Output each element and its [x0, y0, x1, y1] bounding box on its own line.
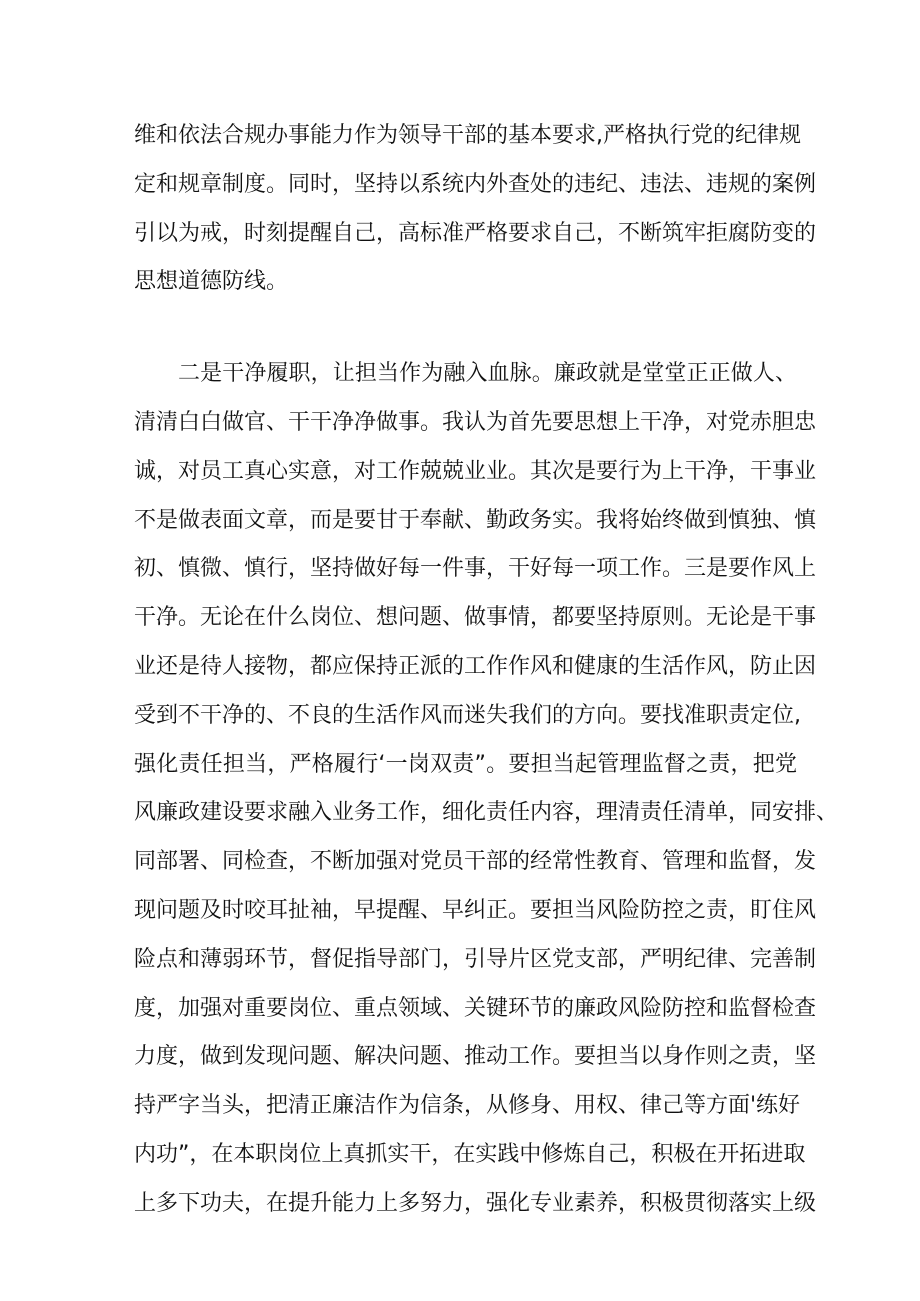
text-line: 初、慎微、慎行，坚持做好每一件事，干好每一项工作。三是要作风上 [134, 556, 817, 582]
text-line: 干净。无论在什么岗位、想问题、做事情，都要坚持原则。无论是干事 [134, 605, 817, 631]
paragraph-1 [134, 112, 817, 307]
text-line: 诚，对员工真心实意，对工作兢兢业业。其次是要行为上干净，干事业 [134, 458, 817, 484]
text-line: 上多下功夫，在提升能力上多努力，强化专业素养，积极贯彻落实上级 [134, 1190, 817, 1216]
text-line: 内功”，在本职岗位上真抓实干，在实践中修炼自己，积极在开拓进取 [134, 1141, 806, 1167]
paragraph-2 [134, 350, 839, 1228]
text-line: 风廉政建设要求融入业务工作，细化责任内容，理清责任清单，同安排、 [134, 800, 839, 826]
text-line: 力度，做到发现问题、解决问题、推动工作。要担当以身作则之责，坚 [134, 1044, 817, 1070]
text-line: 险点和薄弱环节，督促指导部门，引导片区党支部，严明纪律、完善制 [134, 946, 817, 972]
text-line: 思想道德防线。 [134, 269, 289, 295]
text-line: 强化责任担当，严格履行‘一岗双责”。要担当起管理监督之责，把党 [134, 751, 797, 777]
document-page [134, 112, 839, 1229]
text-line: 维和依法合规办事能力作为领导干部的基本要求,严格执行党的纪律规 [134, 123, 801, 148]
text-line: 业还是待人接物，都应保持正派的工作作风和健康的生活作风，防止因 [134, 653, 817, 679]
text-line: 不是做表面文章，而是要甘于奉献、勤政务实。我将始终做到慎独、慎 [134, 507, 817, 533]
text-line: 持严字当头，把清正廉洁作为信条，从修身、用权、律己等方面'练好 [134, 1093, 801, 1119]
text-line: 度，加强对重要岗位、重点领域、关键环节的廉政风险防控和监督检查 [134, 995, 817, 1021]
paragraph-spacing [134, 307, 797, 350]
text-line: 清清白白做官、干干净净做事。我认为首先要思想上干净，对党赤胆忠 [134, 409, 817, 435]
text-line: 受到不干净的、不良的生活作风而迷失我们的方向。要找准职责定位, [134, 702, 801, 728]
text-line: 二是干净履职，让担当作为融入血脉。廉政就是堂堂正正做人、 [178, 361, 797, 387]
text-line: 定和规章制度。同时，坚持以系统内外查处的违纪、违法、违规的案例 [134, 171, 817, 197]
text-line: 引以为戒，时刻提醒自己，高标准严格要求自己，不断筑牢拒腐防变的 [134, 220, 817, 246]
text-line: 同部署、同检查，不断加强对党员干部的经常性教育、管理和监督，发 [134, 849, 817, 875]
text-line: 现问题及时咬耳扯袖，早提醒、早纠正。要担当风险防控之责，盯住风 [134, 897, 817, 923]
